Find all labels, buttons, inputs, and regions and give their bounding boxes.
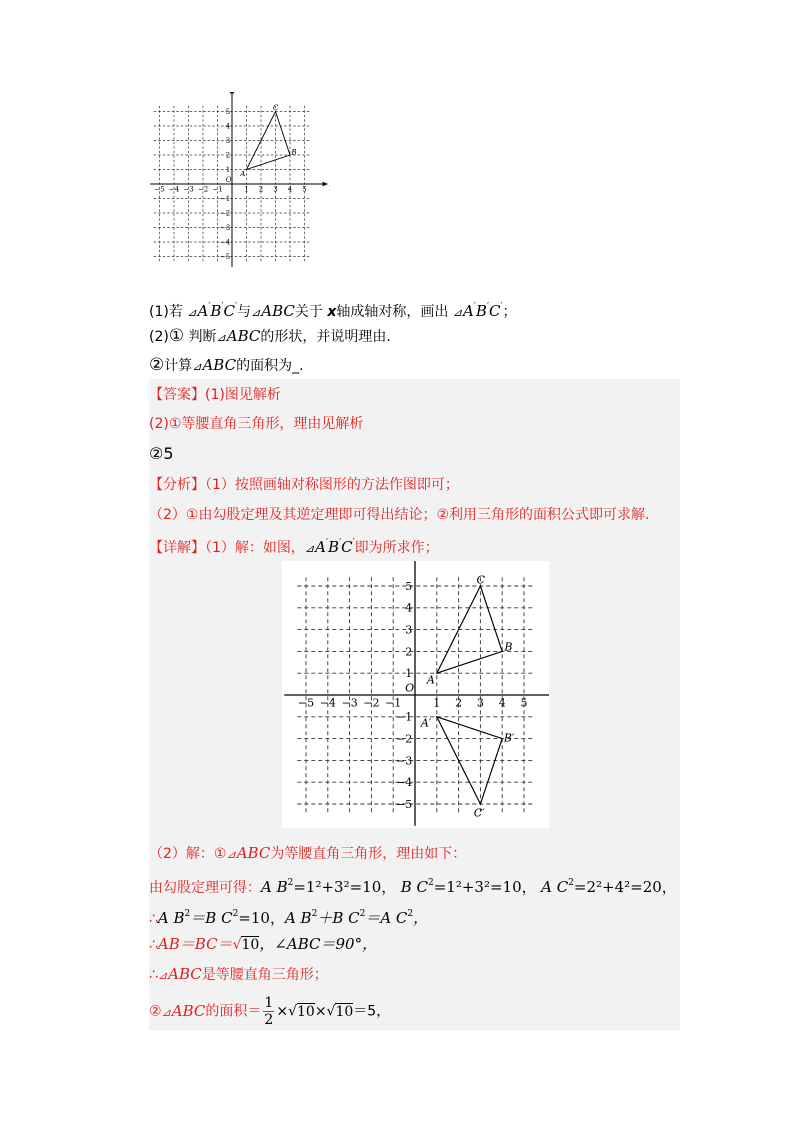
answer-line-3: ②5	[149, 444, 174, 463]
point-label: B	[504, 640, 513, 654]
y-tick-label: 3	[405, 623, 413, 637]
y-tick-label: 1	[225, 165, 231, 174]
point-label: A	[240, 170, 246, 179]
origin-label: O	[405, 681, 415, 695]
detail-line-4: ∴A $B^2=B$ $C^2=10$，A $B^2+B$ $C^2=A$ $C^2$，	[149, 909, 429, 927]
x-tick-label: 3	[476, 696, 484, 710]
x-tick-label: 4	[287, 185, 293, 194]
detail-line-7: ②⊿ABC的面积＝ $\frac{1}{2}$ ×√10×√10＝5，	[149, 995, 391, 1028]
y-tick-label: −1	[396, 710, 413, 724]
y-axis-arrow-icon	[230, 92, 235, 93]
x-tick-label: 4	[498, 696, 506, 710]
coordinate-figure-large	[282, 561, 549, 828]
y-tick-label: −1	[219, 194, 231, 203]
question-2: (2)① 判断⊿ABC的形状，并说明理由.	[149, 326, 391, 346]
y-tick-label: −2	[396, 732, 413, 746]
y-tick-label: −4	[219, 238, 231, 247]
x-tick-label: 5	[520, 696, 528, 710]
point-label: B	[291, 148, 297, 157]
y-tick-label: −5	[396, 797, 413, 811]
x-tick-label: −4	[319, 696, 336, 710]
y-tick-label: −5	[219, 252, 231, 261]
x-tick-label: −2	[363, 696, 380, 710]
answer-line-1: 【答案】(1)图见解析	[149, 387, 281, 403]
x-tick-label: 2	[455, 696, 463, 710]
x-tick-label: 2	[258, 185, 264, 194]
y-tick-label: 5	[225, 107, 231, 116]
x-tick-label: −3	[341, 696, 358, 710]
y-tick-label: 4	[225, 122, 231, 131]
y-tick-label: −2	[219, 209, 231, 218]
origin-label: O	[225, 175, 232, 184]
x-tick-label: 1	[244, 185, 249, 194]
x-tick-label: 3	[273, 185, 278, 194]
question-3: ②计算⊿ABC的面积为_.	[149, 355, 304, 375]
detail-line-6: ∴⊿ABC是等腰直角三角形；	[149, 965, 328, 983]
x-tick-label: −5	[297, 696, 315, 710]
y-tick-label: 2	[225, 151, 231, 160]
detail-line-1: 【详解】（1）解：如图，⊿A′B′C′即为所求作；	[149, 538, 439, 556]
detail-line-5: ∴AB＝BC＝√10，∠ABC＝90°，	[149, 935, 378, 953]
answer-line-2: (2)①等腰直角三角形，理由见解析	[149, 416, 364, 432]
analysis-line-1: 【分析】（1）按照画轴对称图形的方法作图即可；	[149, 477, 459, 493]
x-tick-label: −5	[154, 185, 165, 194]
x-axis-label	[329, 184, 330, 192]
detail-line-3: 由勾股定理可得：A $B^2=1^2+3^2=10$， B $C^2=1^2+3^2=10$， A $C^2=2^2+4^2=20$，	[149, 878, 677, 896]
point-label: C	[273, 103, 279, 112]
point-label: B′	[503, 731, 515, 745]
x-tick-label: 5	[302, 185, 307, 194]
y-tick-label: −3	[396, 754, 413, 768]
question-1: (1)若 ⊿A′B′C′与⊿ABC关于 x轴成轴对称，画出 ⊿A′B′C′；	[149, 302, 517, 320]
y-tick-label: −4	[396, 776, 413, 790]
point-label: A	[426, 673, 435, 687]
y-tick-label: 5	[405, 579, 413, 593]
x-axis-arrow-icon	[323, 182, 328, 187]
detail-line-2: （2）解：①⊿ABC为等腰直角三角形，理由如下：	[149, 844, 467, 862]
x-tick-label: −3	[183, 185, 194, 194]
point-label: A′	[420, 716, 432, 730]
sqrt-icon: √	[232, 937, 242, 953]
coordinate-figure-small	[150, 92, 330, 267]
x-tick-label: −2	[197, 185, 209, 194]
point-label: C′	[473, 806, 485, 820]
x-tick-label: −1	[212, 185, 223, 194]
y-tick-label: 3	[225, 136, 231, 145]
y-tick-label: 2	[405, 645, 413, 659]
fraction: $\frac{1}{2}$	[264, 995, 274, 1028]
x-tick-label: 1	[433, 696, 441, 710]
x-tick-label: −4	[168, 185, 180, 194]
y-tick-label: 1	[405, 667, 413, 681]
analysis-line-2: （2）①由勾股定理及其逆定理即可得出结论；②利用三角形的面积公式即可求解.	[149, 507, 650, 523]
y-tick-label: 4	[405, 601, 413, 615]
x-tick-label: −1	[385, 696, 402, 710]
y-tick-label: −3	[219, 223, 231, 232]
point-label: C	[476, 573, 485, 587]
